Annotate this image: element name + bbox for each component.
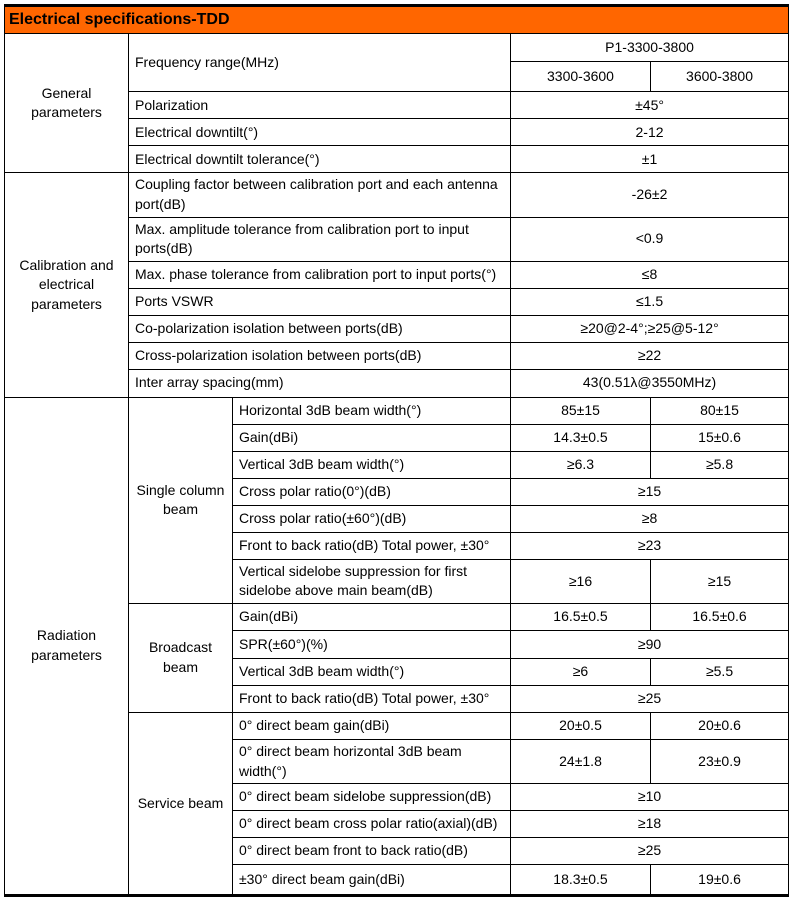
cell-single-f2b-value: ≥23 (511, 532, 789, 559)
cell-service-sidelobe0-value: ≥10 (511, 784, 789, 811)
cell-service-cpr-axial-value: ≥18 (511, 811, 789, 838)
cell-service-f2b0-value: ≥25 (511, 838, 789, 865)
cell-copol-isolation-value: ≥20@2-4°;≥25@5-12° (511, 315, 789, 342)
cell-service-gain30-high: 19±0.6 (651, 865, 789, 896)
subgroup-single-column-beam: Single column beam (129, 397, 233, 603)
row-service-gain0-label: 0° direct beam gain(dBi) (233, 712, 511, 739)
row-coupling-label: Coupling factor between calibration port and each antenna port(dB) (129, 173, 511, 217)
cell-array-spacing-value: 43(0.51λ@3550MHz) (511, 369, 789, 397)
cell-service-h3db0-high: 23±0.9 (651, 739, 789, 783)
cell-broadcast-v3db-high: ≥5.5 (651, 658, 789, 685)
cell-broadcast-gain-high: 16.5±0.6 (651, 603, 789, 630)
row-frequency-range-label: Frequency range(MHz) (129, 34, 511, 92)
row-phase-tolerance-label: Max. phase tolerance from calibration port to input ports(°) (129, 261, 511, 288)
row-vswr-label: Ports VSWR (129, 288, 511, 315)
row-amplitude-tolerance-label: Max. amplitude tolerance from calibration port to input ports(dB) (129, 217, 511, 261)
row-single-h3db-label: Horizontal 3dB beam width(°) (233, 397, 511, 424)
row-service-gain30-label: ±30° direct beam gain(dBi) (233, 865, 511, 896)
row-broadcast-spr-label: SPR(±60°)(%) (233, 630, 511, 658)
cell-polarization-value: ±45° (511, 92, 789, 119)
cell-broadcast-v3db-low: ≥6 (511, 658, 651, 685)
cell-service-gain0-low: 20±0.5 (511, 712, 651, 739)
subgroup-service-beam: Service beam (129, 712, 233, 895)
cell-single-sidelobe-high: ≥15 (651, 559, 789, 603)
electrical-spec-table (4, 4, 789, 897)
cell-vswr-value: ≤1.5 (511, 288, 789, 315)
group-radiation-parameters: Radiation parameters (5, 397, 129, 895)
row-service-cpr-axial-label: 0° direct beam cross polar ratio(axial)(dB) (233, 811, 511, 838)
cell-single-v3db-high: ≥5.8 (651, 451, 789, 478)
row-array-spacing-label: Inter array spacing(mm) (129, 369, 511, 397)
row-copol-isolation-label: Co-polarization isolation between ports(dB) (129, 315, 511, 342)
cell-coupling-value: -26±2 (511, 173, 789, 217)
cell-broadcast-f2b-value: ≥25 (511, 685, 789, 712)
cell-single-cpr0-value: ≥15 (511, 478, 789, 505)
cell-single-h3db-low: 85±15 (511, 397, 651, 424)
cell-single-cpr60-value: ≥8 (511, 505, 789, 532)
cell-crosspol-isolation-value: ≥22 (511, 342, 789, 369)
cell-single-h3db-high: 80±15 (651, 397, 789, 424)
cell-service-gain0-high: 20±0.6 (651, 712, 789, 739)
row-single-v3db-label: Vertical 3dB beam width(°) (233, 451, 511, 478)
group-general-parameters: General parameters (5, 34, 129, 173)
cell-band-low: 3300-3600 (511, 62, 651, 92)
table-title: Electrical specifications-TDD (5, 6, 789, 34)
cell-service-h3db0-low: 24±1.8 (511, 739, 651, 783)
group-calibration-parameters: Calibration and electrical parameters (5, 173, 129, 397)
row-crosspol-isolation-label: Cross-polarization isolation between ports(dB) (129, 342, 511, 369)
cell-service-gain30-low: 18.3±0.5 (511, 865, 651, 896)
cell-downtilt-tolerance-value: ±1 (511, 146, 789, 173)
row-service-sidelobe0-label: 0° direct beam sidelobe suppression(dB) (233, 784, 511, 811)
cell-single-gain-low: 14.3±0.5 (511, 424, 651, 451)
row-service-f2b0-label: 0° direct beam front to back ratio(dB) (233, 838, 511, 865)
cell-broadcast-spr-value: ≥90 (511, 630, 789, 658)
cell-single-sidelobe-low: ≥16 (511, 559, 651, 603)
row-broadcast-v3db-label: Vertical 3dB beam width(°) (233, 658, 511, 685)
cell-single-gain-high: 15±0.6 (651, 424, 789, 451)
cell-phase-tolerance-value: ≤8 (511, 261, 789, 288)
row-single-cpr60-label: Cross polar ratio(±60°)(dB) (233, 505, 511, 532)
cell-downtilt-value: 2-12 (511, 119, 789, 146)
row-single-gain-label: Gain(dBi) (233, 424, 511, 451)
row-broadcast-f2b-label: Front to back ratio(dB) Total power, ±30° (233, 685, 511, 712)
subgroup-broadcast-beam: Broadcast beam (129, 603, 233, 712)
cell-amplitude-tolerance-value: <0.9 (511, 217, 789, 261)
cell-frequency-model: P1-3300-3800 (511, 34, 789, 62)
row-service-h3db0-label: 0° direct beam horizontal 3dB beam width(°) (233, 739, 511, 783)
cell-single-v3db-low: ≥6.3 (511, 451, 651, 478)
row-downtilt-tolerance-label: Electrical downtilt tolerance(°) (129, 146, 511, 173)
row-downtilt-label: Electrical downtilt(°) (129, 119, 511, 146)
cell-broadcast-gain-low: 16.5±0.5 (511, 603, 651, 630)
row-single-f2b-label: Front to back ratio(dB) Total power, ±30° (233, 532, 511, 559)
row-single-sidelobe-label: Vertical sidelobe suppression for first sidelobe above main beam(dB) (233, 559, 511, 603)
cell-band-high: 3600-3800 (651, 62, 789, 92)
row-polarization-label: Polarization (129, 92, 511, 119)
row-single-cpr0-label: Cross polar ratio(0°)(dB) (233, 478, 511, 505)
row-broadcast-gain-label: Gain(dBi) (233, 603, 511, 630)
